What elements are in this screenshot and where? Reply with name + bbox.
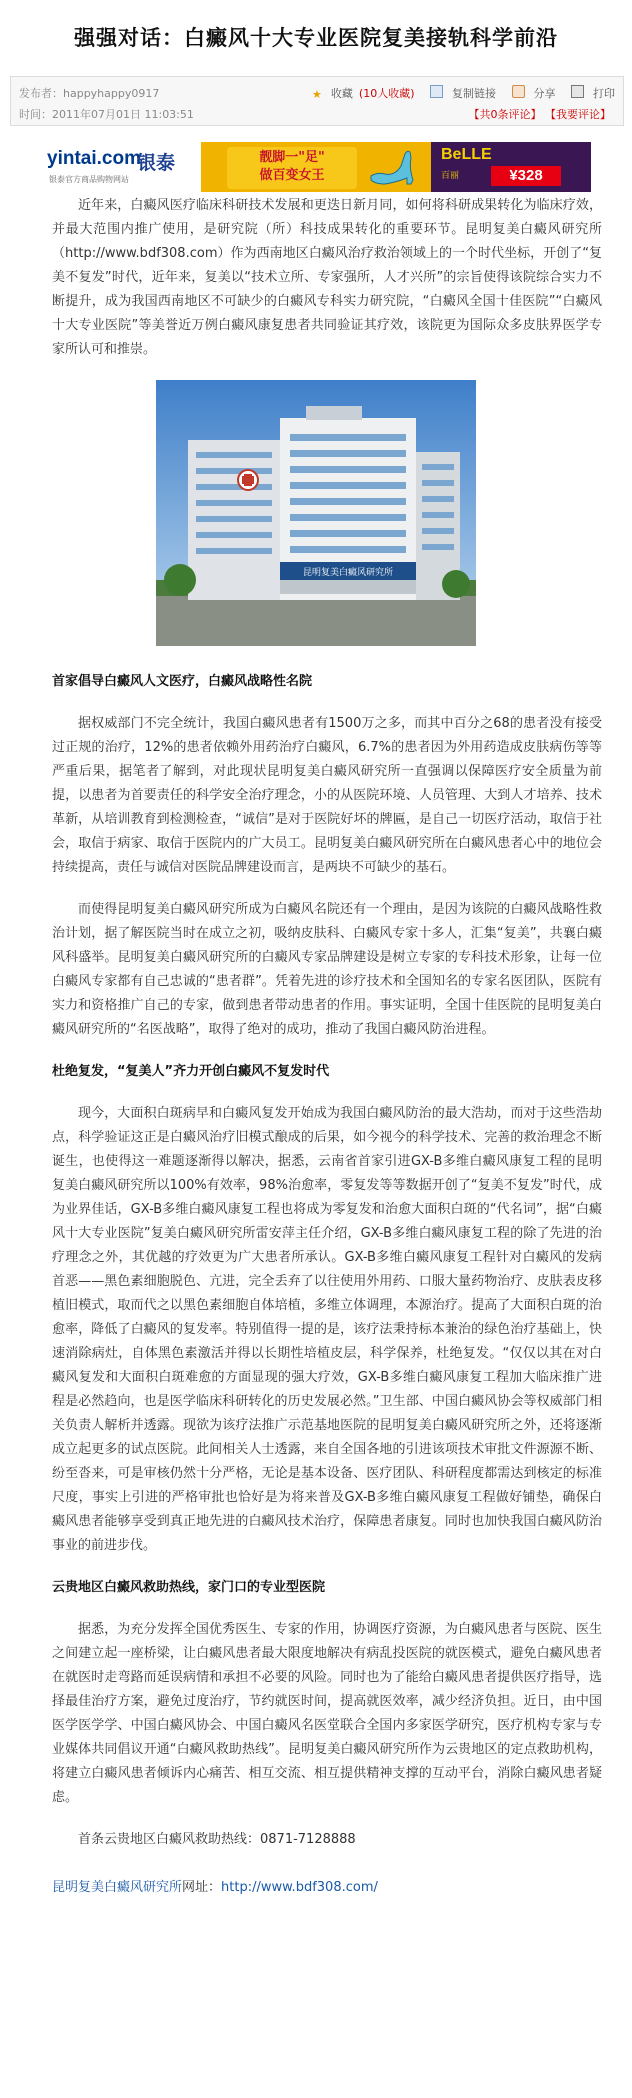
section-heading-2: 杜绝复发，“复美人”齐力开创白癜风不复发时代 bbox=[52, 1064, 330, 1079]
banner-price: ¥328 bbox=[491, 166, 561, 186]
hotline-text: 首条云贵地区白癜风救助热线：0871-7128888 bbox=[78, 1832, 356, 1847]
paragraph-5: 据悉，为充分发挥全国优秀医生、专家的作用，协调医疗资源，为白癜风患者与医院、医生之间建立起一座桥梁，让白癜风患者最大限度地解决有病乱投医院的就医模式，避免白癜风患者在就医时走弯路而延误病情和承担不必要的风险。同时也为了能给白癜风患者提供医疗指导，选择最佳治疗方案，避免过度治疗，节约就医时间，提高就医效率，减少经济负担。近日，由中国医学医学学、中国白癜风协会、中国白癜风名医堂联合全国内多家医学研究，医疗机构专家与专业媒体共同倡议开通“白癜风救助热线”。昆明复美白癜风研究所作为云贵地区的定点救助机构，将建立白癜风患者倾诉内心痛苦、相互交流、相互提供精神支撑的互动平台，消除白癜风患者疑虑。 bbox=[52, 1622, 602, 1805]
paragraph-intro: 近年来，白癜风医疗临床科研技术发展和更迭日新月同，如何将科研成果转化为临床疗效，并最大范围内推广使用，是研究院（所）科技成果转化的重要环节。昆明复美白癜风研究所（http://www.bdf308.com）作为西南地区白癜风治疗救治领域上的一个时代坐标，开创了“复美不复发”时代，近年来，复美以“技术立所、专家强所，人才兴所”的宗旨使得该院综合实力不断提升，成为我国西南地区不可缺少的白癜风专科实力研究院，“白癜风全国十佳医院”“白癜风十大专业医院”等美誉近万例白癜风康复患者共同验证其疗效，该院更为国际众多皮肤界医学专家所认可和推崇。 bbox=[52, 198, 602, 357]
author-label: 发布者： bbox=[19, 87, 63, 100]
time-label: 时间： bbox=[19, 108, 52, 121]
paragraph-3: 而使得昆明复美白癜风研究所成为白癜风名院还有一个理由，是因为该院的白癜风战略性救治计划，据了解医院当时在成立之初，吸纳皮肤科、白癜风专家十多人，汇集“复美”，共襄白癜风科盛举。昆明复美白癜风研究所的白癜风专家品牌建设是树立专家的专科技术形象，让每一位白癜风专家都有自己忠诚的“患者群”。凭着先进的诊疗技术和全国知名的专家名医团队，医院有实力和资格推广自己的专家，做到患者带动患者的作用。事实证明，全国十佳医院的昆明复美白癜风研究所的“名医战略”，取得了绝对的成功，推动了我国白癜风防治进程。 bbox=[52, 902, 602, 1037]
publish-time: 2011年07月01日 11:03:51 bbox=[52, 108, 194, 121]
banner-slogan: 靓脚一"足" 做百变女王 bbox=[227, 147, 357, 189]
print-button[interactable]: 打印 bbox=[565, 87, 615, 100]
yintai-logo-cn: 银泰 bbox=[137, 152, 176, 174]
website-url-link[interactable]: http://www.bdf308.com/ bbox=[221, 1880, 378, 1895]
belle-logo: BeLLE bbox=[441, 146, 492, 163]
website-line bbox=[52, 1876, 602, 1900]
favorite-count: (10人收藏) bbox=[358, 87, 415, 100]
copy-icon bbox=[430, 85, 443, 98]
section-heading-1: 首家倡导白癜风人文医疗，白癜风战略性名院 bbox=[52, 674, 313, 689]
article-actions bbox=[300, 85, 615, 101]
star-icon: ★ bbox=[312, 88, 322, 101]
share-button[interactable]: 分享 bbox=[506, 87, 556, 100]
post-comment-link[interactable]: 【我要评论】 bbox=[545, 108, 611, 121]
article-meta-bar bbox=[10, 76, 624, 126]
article-title: 强强对话：白癜风十大专业医院复美接轨科学前沿 bbox=[74, 26, 558, 50]
printer-icon bbox=[571, 85, 584, 98]
section-heading-3: 云贵地区白癜风救助热线，家门口的专业型医院 bbox=[52, 1580, 326, 1595]
comments-count-link[interactable]: 【共0条评论】 bbox=[468, 108, 542, 121]
article-body bbox=[52, 194, 602, 1900]
ad-banner[interactable] bbox=[41, 142, 591, 192]
high-heel-shoe-icon bbox=[367, 146, 419, 188]
yintai-subtitle: 银泰官方商品购物网站 bbox=[49, 175, 129, 184]
paragraph-4: 现今，大面积白斑病早和白癜风复发开始成为我国白癜风防治的最大浩劫，而对于这些浩劫点，科学验证这正是白癜风治疗旧模式酿成的后果，如今视今的科学技术、完善的救治理念不断诞生，也使得这一难题逐渐得以解决，据悉，云南省首家引进GX-B多维白癜风康复工程的昆明复美白癜风研究所以100%有效率，98%治愈率，零复发等等数据开创了“复美不复发”时代，成为业界佳话，GX-B多维白癜风康复工程也将成为零复发和治愈大面积白斑的“代名词”，据“白癜风十大专业医院”复美白癜风研究所雷安萍主任介绍，GX-B多维白癜风康复工程的除了先进的治疗理念之外，其优越的疗效更为广大患者所承认。GX-B多维白癜风康复工程针对白癜风的发病首恶——黑色素细胞脱色、亢进，完全丢弃了以往使用外用药、口服大量药物治疗、皮肤表皮移植旧模式，取而代之以黑色素细胞自体培植，多维立体调理，本源治疗。提高了大面积白斑的治愈率，降低了白癜风的复发率。特别值得一提的是，该疗法秉持标本兼治的绿色治疗基础上，快速消除病灶，自体黑色素激活并得以长期性培植皮层，科学保养，杜绝复发。“仅仅以其在对白癜风复发和大面积白斑难愈的方面显现的强大疗效，GX-B多维白癜风康复工程加大临床推广进程是必然趋向，也是医学临床科研转化的历史发展必然。”卫生部、中国白癜风协会等权威部门相关负责人解析并透露。现欲为该疗法推广示范基地医院的昆明复美白癜风研究所之外，还将逐渐成立起更多的试点医院。此间相关人士透露，来自全国各地的引进该项技术审批文件源源不断、纷至沓来，可是审核仍然十分严格，无论是基本设备、医疗团队、科研程度都需达到核定的标准尺度，事实上引进的严格审批也恰好是为将来普及GX-B多维白癜风康复工程做好铺垫，确保白癜风患者能够享受到真正地先进的白癜风技术治疗，保障患者康复。同时也加快我国白癜风防治事业的前进步伐。 bbox=[52, 1106, 602, 1553]
copy-link-button[interactable]: 复制链接 bbox=[424, 87, 496, 100]
belle-sale-label: 百丽 bbox=[441, 171, 460, 181]
hospital-photo bbox=[156, 380, 476, 646]
hospital-sign-text: 昆明复美白癜风研究所 bbox=[302, 568, 394, 578]
institute-link[interactable]: 昆明复美白癜风研究所 bbox=[52, 1880, 183, 1895]
favorite-button[interactable]: ★ 收藏 (10人收藏) bbox=[312, 87, 415, 101]
paragraph-2: 据权威部门不完全统计，我国白癜风患者有1500万之多，而其中百分之68的患者没有接受过正规的治疗，12%的患者依赖外用药治疗白癜风，6.7%的患者因为外用药造成皮肤病伤等等严重后果，据笔者了解到，对此现状昆明复美白癜风研究所一直强调以保障医疗安全质量为前提，以患者为首要责任的科学安全治疗理念，小的从医院环境、人员管理、大到人才培养、技术革新，从培训教育到检测检查，“诚信”是对于医院好坏的牌匾，是自己一切医疗活动，取信于社会，取信于病家、取信于医院内的广大员工。昆明复美白癜风研究所在白癜风患者心中的地位会持续提高，责任与诚信对医院品牌建设而言，是两块不可缺少的基石。 bbox=[52, 716, 602, 875]
website-label: 网址： bbox=[182, 1880, 222, 1895]
author-name[interactable]: happyhappy0917 bbox=[63, 87, 160, 100]
share-icon bbox=[512, 85, 525, 98]
yintai-logo: yintai.com bbox=[47, 148, 141, 169]
